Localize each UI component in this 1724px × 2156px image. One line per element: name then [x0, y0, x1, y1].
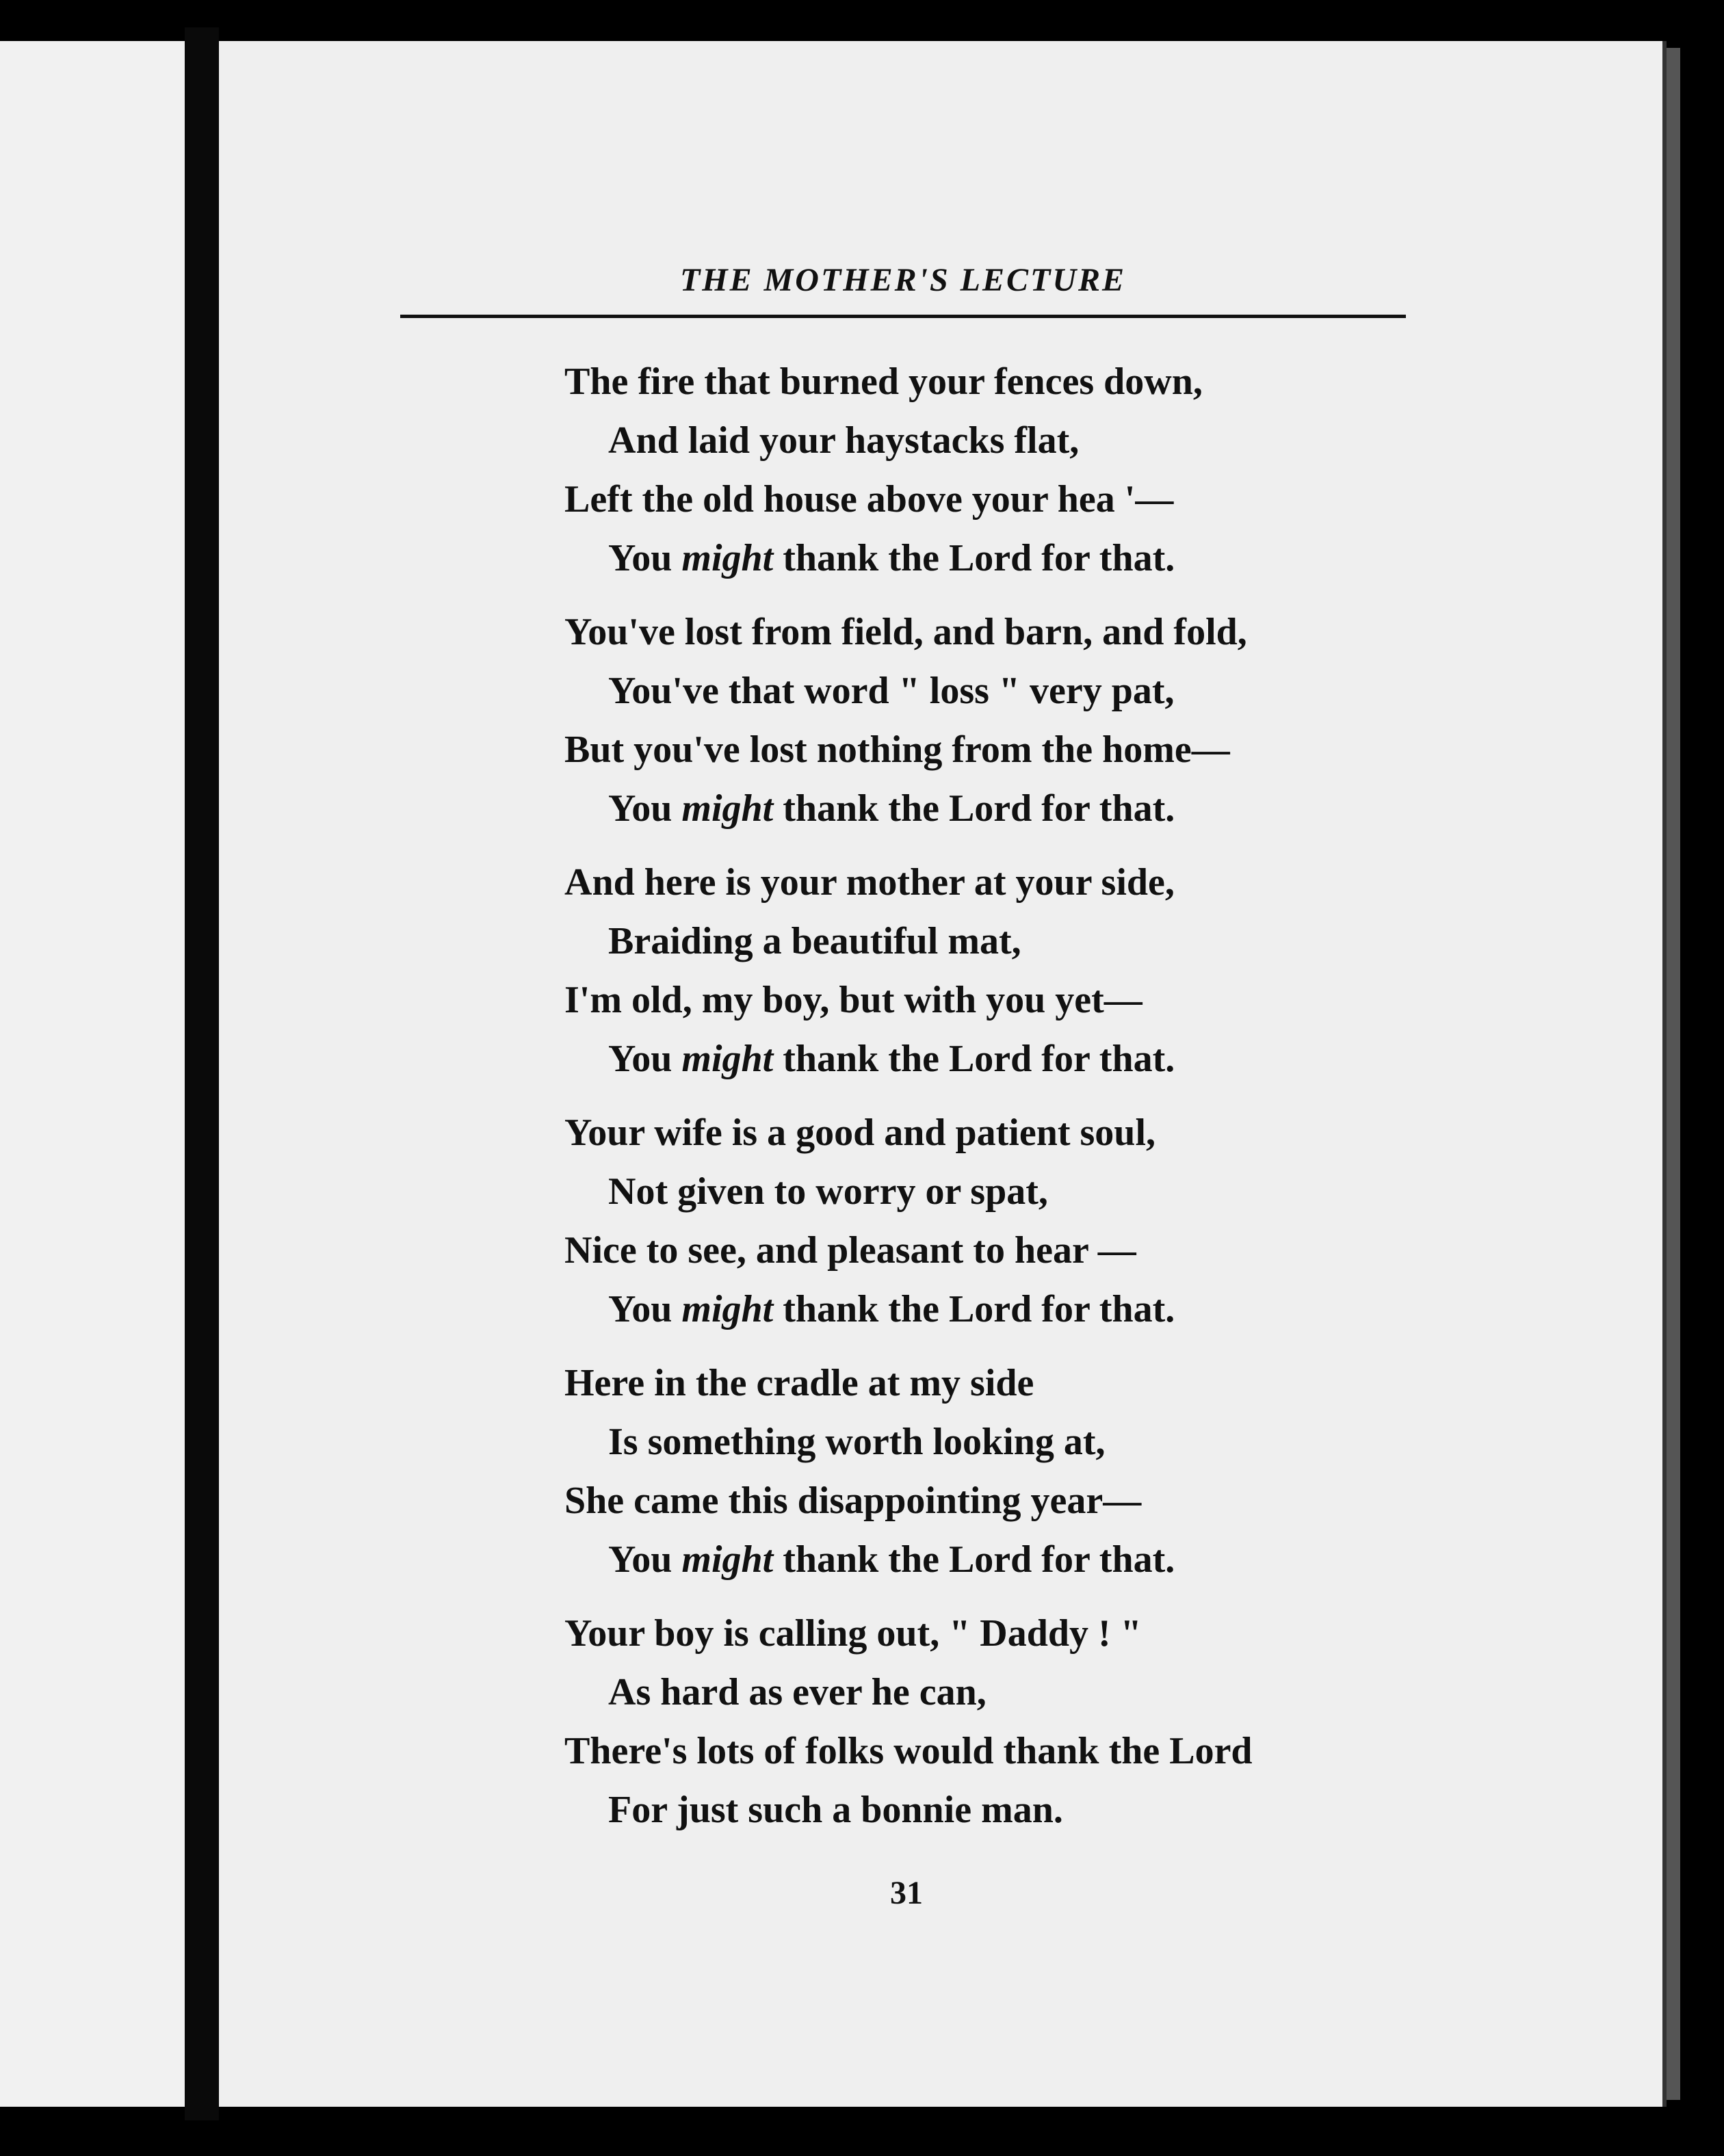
poem-line — [564, 971, 1385, 1029]
line-text-continued: thank the Lord for that. — [773, 537, 1175, 579]
poem-line — [564, 720, 1385, 779]
page-edge — [1667, 48, 1680, 2100]
line-text-continued: thank the Lord for that. — [773, 1288, 1175, 1330]
line-text: You've lost from field, and barn, and fold, — [564, 611, 1247, 653]
line-text: As hard as ever he can, — [608, 1671, 987, 1713]
line-text: You — [608, 1038, 682, 1080]
line-text: You — [608, 787, 682, 830]
line-text: There's lots of folks would thank the Lord — [564, 1730, 1253, 1772]
line-text-continued: thank the Lord for that. — [773, 1538, 1175, 1581]
line-text: She came this disappointing year— — [564, 1480, 1142, 1522]
line-text: The fire that burned your fences down, — [564, 360, 1203, 403]
line-text-continued: thank the Lord for that. — [773, 1038, 1175, 1080]
poem-line — [564, 1663, 1385, 1722]
line-text: For just such a bonnie man. — [608, 1789, 1063, 1831]
emphasized-word: might — [681, 537, 774, 579]
poem-line — [564, 470, 1385, 529]
emphasized-word: might — [681, 1288, 774, 1330]
poem-line — [564, 661, 1385, 720]
poem-line — [564, 1604, 1385, 1663]
stanza — [564, 1354, 1385, 1589]
line-text: Not given to worry or spat, — [608, 1170, 1048, 1213]
book-gutter — [185, 27, 219, 2120]
line-text-continued: '— — [1114, 478, 1174, 521]
running-header: THE MOTHER'S LECTURE — [679, 262, 1127, 298]
line-text: You — [608, 1288, 682, 1330]
poem-line — [564, 1354, 1385, 1412]
poem-line — [564, 779, 1385, 838]
stanza — [564, 1103, 1385, 1339]
poem-line — [564, 529, 1385, 588]
line-text: Nice to see, and pleasant to hear — — [564, 1229, 1136, 1272]
stanza — [564, 1604, 1385, 1839]
poem-line — [564, 603, 1385, 661]
poem-line — [564, 1530, 1385, 1589]
poem-line — [564, 352, 1385, 411]
poem-line — [564, 1280, 1385, 1339]
line-text: Left the old house above your hea — [564, 478, 1115, 521]
poem-line — [564, 1722, 1385, 1780]
line-text-continued: thank the Lord for that. — [773, 787, 1175, 830]
page-number: 31 — [890, 1875, 923, 1911]
line-text: Your wife is a good and patient soul, — [564, 1112, 1156, 1154]
poem-line — [564, 853, 1385, 912]
poem-line — [564, 912, 1385, 971]
poem-line — [564, 1412, 1385, 1471]
stanza — [564, 853, 1385, 1088]
emphasized-word: might — [681, 1038, 774, 1080]
line-text: And here is your mother at your side, — [564, 861, 1175, 904]
header-rule — [400, 315, 1406, 318]
line-text: Your boy is calling out, " Daddy ! " — [564, 1612, 1142, 1655]
line-text: Braiding a beautiful mat, — [608, 920, 1021, 962]
poem-line — [564, 1103, 1385, 1162]
poem-line — [564, 1780, 1385, 1839]
line-text: You — [608, 1538, 682, 1581]
line-text: Is something worth looking at, — [608, 1421, 1106, 1463]
poem-line — [564, 411, 1385, 470]
poem-line — [564, 1029, 1385, 1088]
line-text: But you've lost nothing from the home— — [564, 728, 1230, 771]
poem-body — [564, 352, 1385, 1854]
poem-line — [564, 1471, 1385, 1530]
line-text: You — [608, 537, 682, 579]
line-text: I'm old, my boy, but with you yet— — [564, 979, 1142, 1021]
poem-line — [564, 1162, 1385, 1221]
line-text: You've that word " loss " very pat, — [608, 670, 1175, 712]
stanza — [564, 603, 1385, 838]
facing-page — [0, 41, 185, 2107]
emphasized-word: might — [681, 787, 774, 830]
poem-line — [564, 1221, 1385, 1280]
line-text: Here in the cradle at my side — [564, 1362, 1034, 1404]
line-text: And laid your haystacks flat, — [608, 419, 1080, 462]
stanza — [564, 352, 1385, 588]
emphasized-word: might — [681, 1538, 774, 1581]
